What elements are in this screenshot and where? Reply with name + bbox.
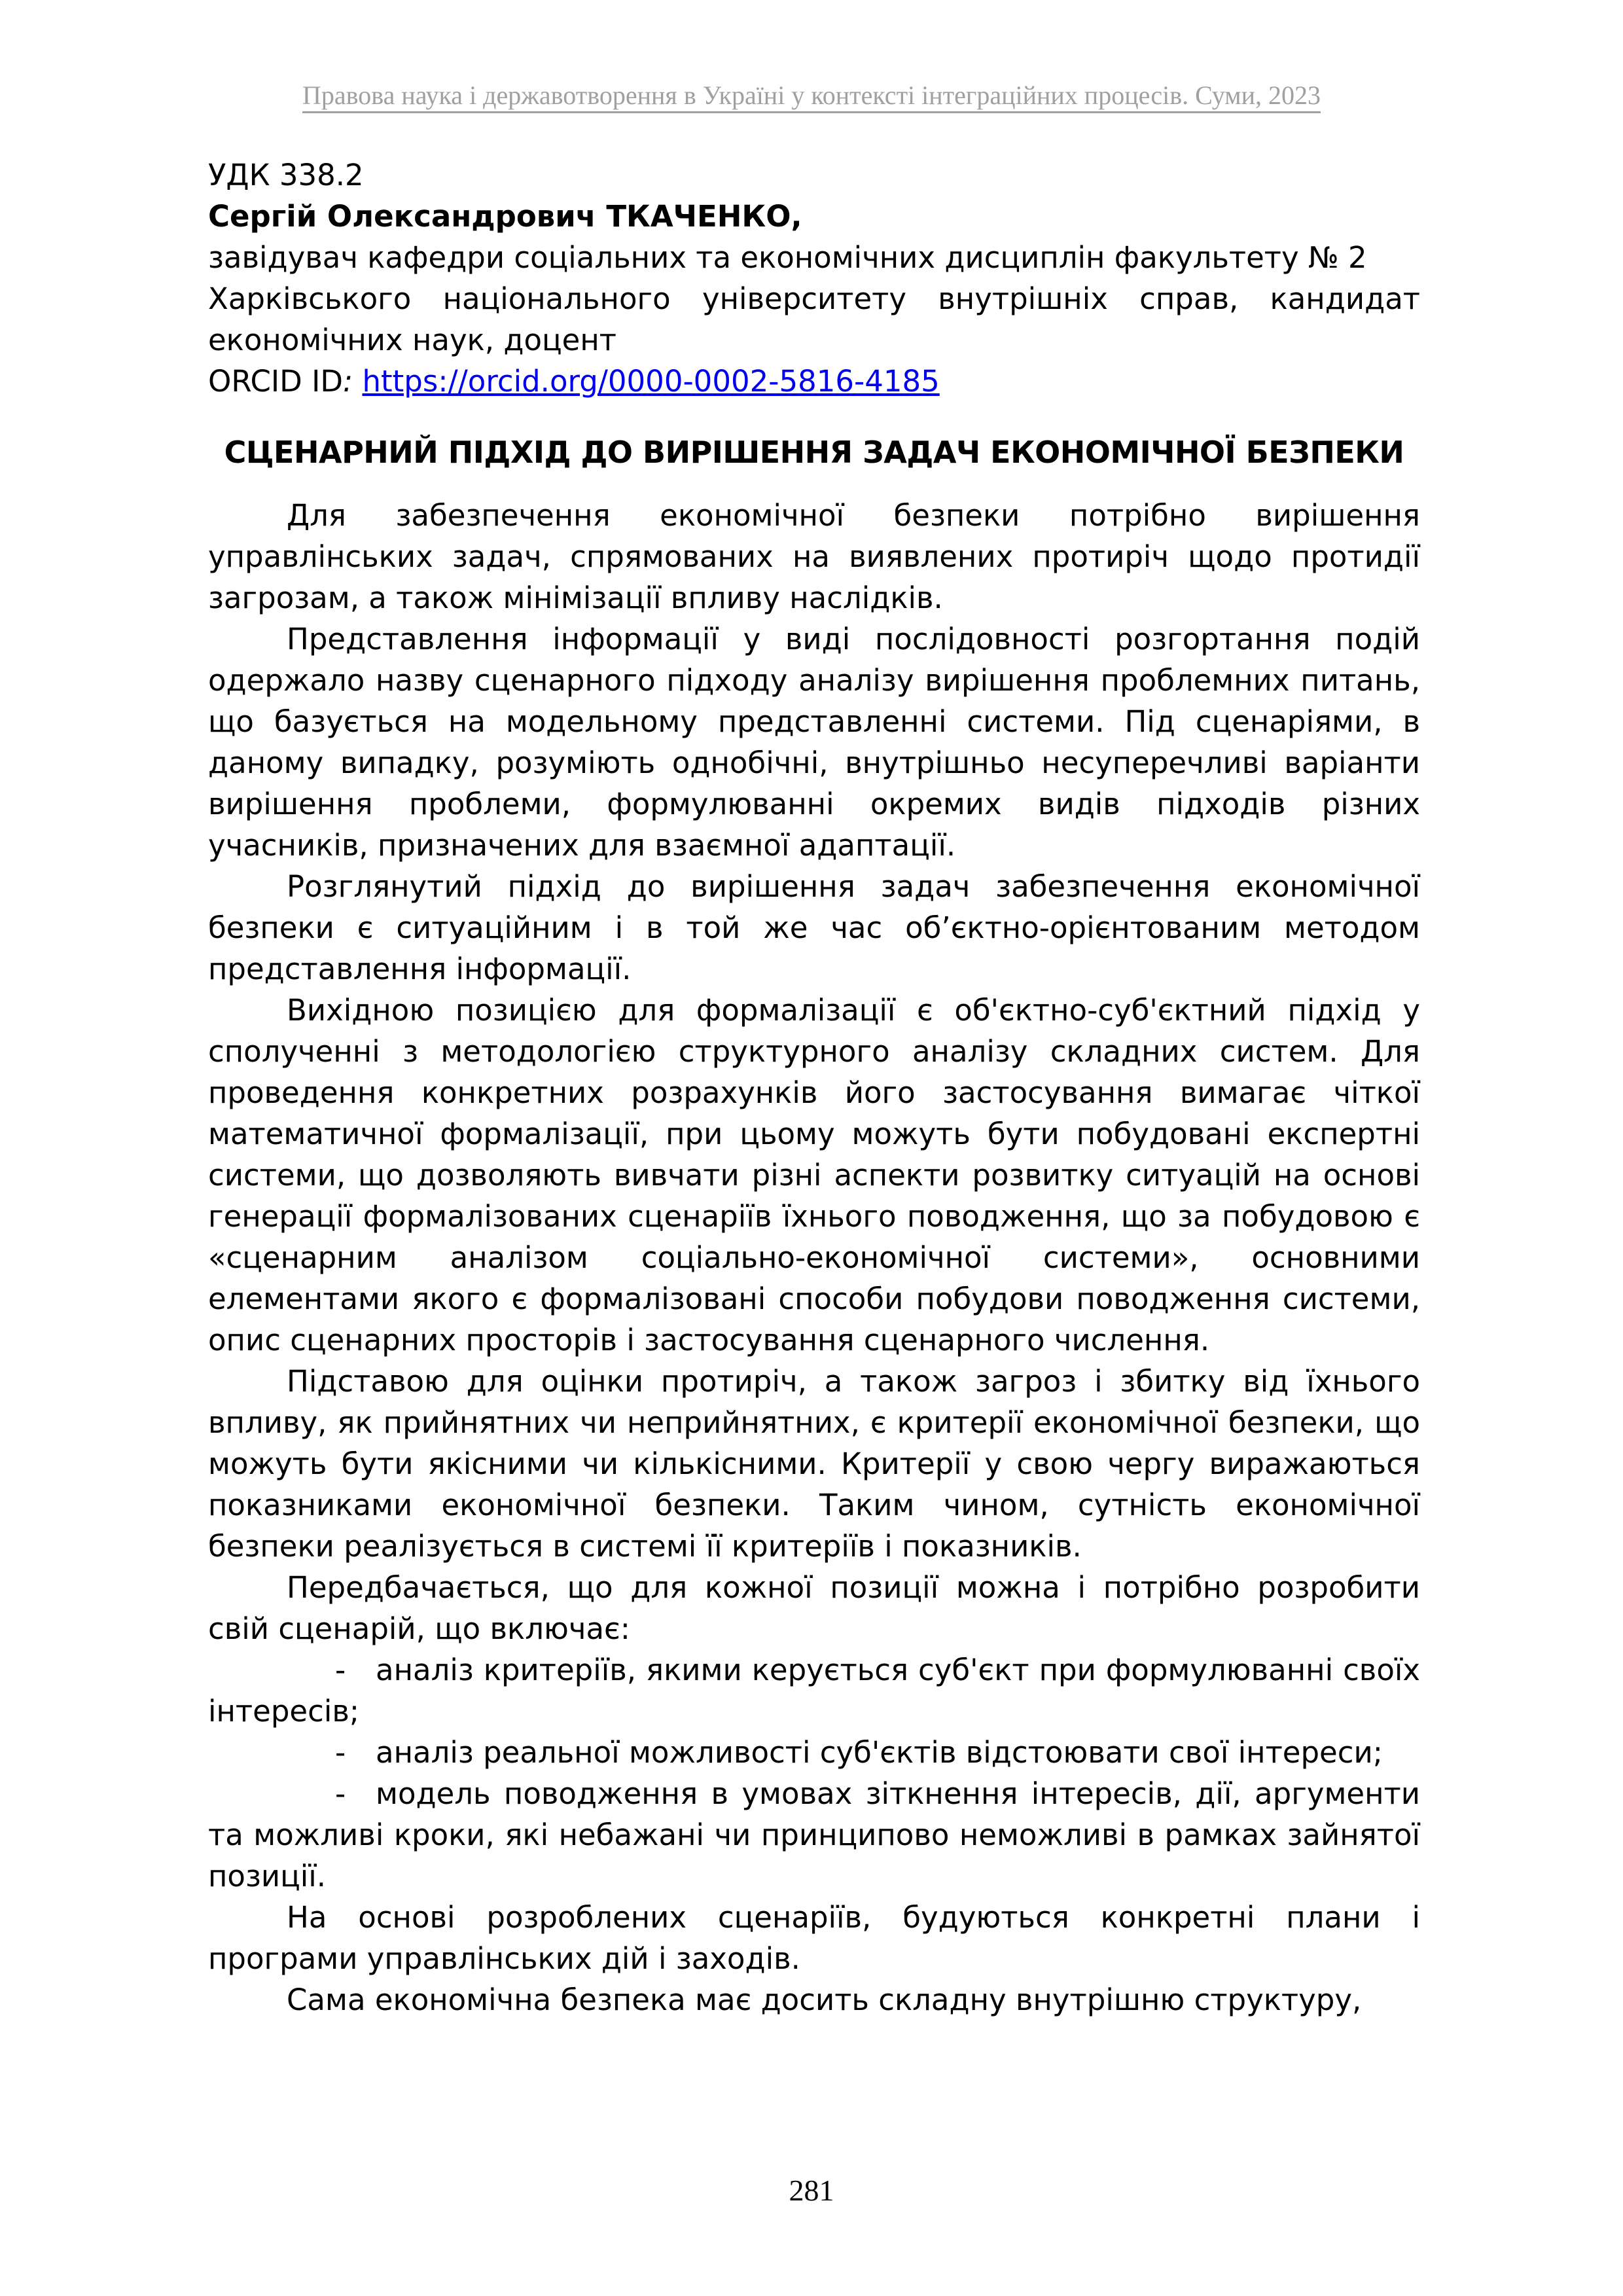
list-item [208,1732,1420,1773]
article-title: СЦЕНАРНИЙ ПІДХІД ДО ВИРІШЕННЯ ЗАДАЧ ЕКОНОМІЧНОЇ БЕЗПЕКИ [224,435,1404,470]
orcid-link[interactable]: https://orcid.org/0000-0002-5816-4185 [362,364,940,399]
author-position-line1: завідувач кафедри соціальних та економічних дисциплін факультету № 2 [208,240,1367,275]
article-body [208,154,1420,2020]
list-item [208,1773,1420,1897]
paragraph: Сама економічна безпека має досить складну внутрішню структуру, [287,1982,1362,2017]
orcid-line [208,361,1420,402]
running-header-text: Правова наука і державотворення в Україні у контексті інтеграційних процесів. Суми, 2023 [302,81,1321,113]
bullet-dash: - [335,1776,346,1811]
bullet-dash: - [335,1653,346,1687]
paragraph: Представлення інформації у виді послідовності розгортання подій одержало назву сценарного підходу аналізу вирішення проблемних питань, що базується на модельному представленні системи. Під сценаріями, в даному випадку, розуміють однобічні, внутрішньо несуперечливі варіанти вирішення проблеми, формулюванні окремих видів підходів різних учасників, призначених для взаємної адаптації. [208,622,1420,863]
list-item-text: модель поводження в умовах зіткнення інтересів, дії, аргументи та можливі кроки, які небажані чи принципово неможливі в рамках зайнятої позиції. [208,1776,1420,1893]
paragraph: Розглянутий підхід до вирішення задач забезпечення економічної безпеки є ситуаційним і в той же час об’єктно-орієнтованим методом представлення інформації. [208,869,1420,986]
udc-code: УДК 338.2 [208,158,364,192]
running-header [0,80,1623,111]
paragraph: На основі розроблених сценаріїв, будуються конкретні плани і програми управлінських дій і заходів. [208,1900,1420,1976]
paragraph: Підставою для оцінки протиріч, а також загроз і збитку від їхнього впливу, як прийнятних чи неприйнятних, є критерії економічної безпеки, що можуть бути якісними чи кількісними. Критерії у свою чергу виражаються показниками економічної безпеки. Таким чином, сутність економічної безпеки реалізується в системі її критеріїв і показників. [208,1364,1420,1564]
paragraph: Передбачається, що для кожної позиції можна і потрібно розробити свій сценарій, що включає: [208,1570,1420,1646]
list-item-text: аналіз критеріїв, якими керується суб'єкт при формулюванні своїх інтересів; [208,1653,1420,1729]
list-item-text: аналіз реальної можливості суб'єктів відстоювати свої інтереси; [376,1735,1383,1770]
paragraph: Для забезпечення економічної безпеки потрібно вирішення управлінських задач, спрямованих на виявлених протиріч щодо протидії загрозам, а також мінімізації впливу наслідків. [208,498,1420,615]
list-item [208,1649,1420,1732]
orcid-colon: : [343,364,353,399]
author-name: Сергій Олександрович ТКАЧЕНКО, [208,199,802,234]
orcid-label: ORCID ID [208,364,344,399]
author-position-line2: Харківського національного університету внутрішніх справ, кандидат економічних наук, доцент [208,281,1420,357]
paragraph: Вихідною позицією для формалізації є об'єктно-суб'єктний підхід у сполученні з методологією структурного аналізу складних систем. Для проведення конкретних розрахунків його застосування вимагає чіткої математичної формалізації, при цьому можуть бути побудовані експертні системи, що дозволяють вивчати різні аспекти розвитку ситуацій на основі генерації формалізованих сценаріїв їхнього поводження, що за побудовою є «сценарним аналізом соціально-економічної системи», основними елементами якого є формалізовані способи побудови поводження системи, опис сценарних просторів і застосування сценарного числення. [208,993,1420,1357]
bullet-dash: - [335,1735,346,1770]
page-number: 281 [789,2174,834,2207]
